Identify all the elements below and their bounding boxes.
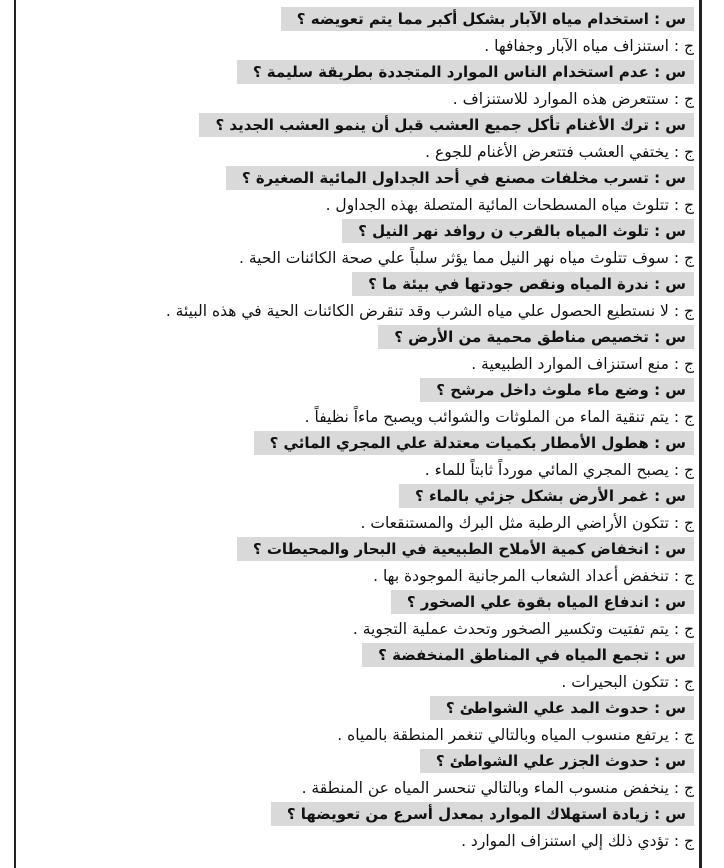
answer-label: ج : bbox=[673, 831, 694, 850]
answer-label: ج : bbox=[673, 89, 694, 108]
question-label: س : bbox=[654, 328, 686, 346]
question-highlight bbox=[362, 643, 694, 667]
question-label: س : bbox=[654, 593, 686, 611]
answer-row bbox=[28, 616, 694, 643]
question-label: س : bbox=[654, 10, 686, 28]
answer-label: ج : bbox=[673, 142, 694, 161]
question-highlight bbox=[226, 166, 694, 190]
answer-text: تتكون الأراضي الرطبة مثل البرك والمستنقعات . bbox=[360, 513, 669, 532]
question-highlight bbox=[430, 696, 694, 720]
answer-row bbox=[28, 139, 694, 166]
question-text: وضع ماء ملوث داخل مرشح ؟ bbox=[436, 381, 649, 399]
question-label: س : bbox=[654, 381, 686, 399]
answer-label: ج : bbox=[673, 725, 694, 744]
answer-text: تتكون البحيرات . bbox=[561, 672, 669, 691]
answer-label: ج : bbox=[673, 566, 694, 585]
answer-text: تنخفض أعداد الشعاب المرجانية الموجودة بها . bbox=[373, 566, 669, 585]
question-row bbox=[28, 6, 694, 33]
answer-row bbox=[28, 457, 694, 484]
answer-row bbox=[28, 669, 694, 696]
question-highlight bbox=[420, 749, 694, 773]
question-label: س : bbox=[654, 434, 686, 452]
question-row bbox=[28, 536, 694, 563]
question-label: س : bbox=[654, 116, 686, 134]
answer-text: يصبح المجري المائي مورداً ثابتاً للماء . bbox=[424, 460, 669, 479]
answer-label: ج : bbox=[673, 619, 694, 638]
answer-label: ج : bbox=[673, 195, 694, 214]
answer-row bbox=[28, 298, 694, 325]
question-label: س : bbox=[654, 63, 686, 81]
question-highlight bbox=[254, 431, 694, 455]
question-highlight bbox=[199, 113, 694, 137]
answer-row bbox=[28, 351, 694, 378]
question-row bbox=[28, 483, 694, 510]
answer-row bbox=[28, 828, 694, 855]
answer-row bbox=[28, 722, 694, 749]
question-text: تسرب مخلفات مصنع في أحد الجداول المائية الصغيرة ؟ bbox=[241, 169, 649, 187]
question-text: حدوث المد علي الشواطئ ؟ bbox=[445, 699, 649, 717]
question-text: اندفاع المياه بقوة علي الصخور ؟ bbox=[406, 593, 649, 611]
question-highlight bbox=[391, 590, 694, 614]
answer-label: ج : bbox=[673, 778, 694, 797]
question-highlight bbox=[399, 484, 694, 508]
question-row bbox=[28, 589, 694, 616]
question-text: ترك الأغنام تأكل جميع العشب قبل أن ينمو العشب الجديد ؟ bbox=[215, 116, 649, 134]
answer-text: سوف تتلوث مياه نهر النيل مما يؤثر سلباً علي صحة الكائنات الحية . bbox=[239, 248, 669, 267]
answer-row bbox=[28, 563, 694, 590]
answer-label: ج : bbox=[673, 460, 694, 479]
answer-text: لا نستطيع الحصول علي مياه الشرب وقد تنقرض الكائنات الحية في هذه البيئة . bbox=[165, 301, 669, 320]
answer-label: ج : bbox=[673, 301, 694, 320]
answer-row bbox=[28, 245, 694, 272]
answer-text: ينخفض منسوب الماء وبالتالي تنحسر المياه عن المنطقة . bbox=[301, 778, 669, 797]
question-text: هطول الأمطار بكميات معتدلة علي المجري المائي ؟ bbox=[269, 434, 649, 452]
answer-text: تؤدي ذلك إلي استنزاف الموارد . bbox=[461, 831, 669, 850]
answer-text: يتم تنقية الماء من الملوثات والشوائب ويصبح ماءاً نظيفاً . bbox=[304, 407, 669, 426]
question-row bbox=[28, 377, 694, 404]
answer-row bbox=[28, 404, 694, 431]
question-row bbox=[28, 430, 694, 457]
answer-text: يختفي العشب فتتعرض الأغنام للجوع . bbox=[425, 142, 669, 161]
left-margin-line bbox=[14, 0, 16, 868]
question-row bbox=[28, 271, 694, 298]
right-margin-line bbox=[699, 0, 702, 868]
question-label: س : bbox=[654, 487, 686, 505]
question-label: س : bbox=[654, 646, 686, 664]
question-text: تلوث المياه بالقرب ن روافد نهر النيل ؟ bbox=[358, 222, 649, 240]
answer-label: ج : bbox=[673, 248, 694, 267]
question-text: تخصيص مناطق محمية من الأرض ؟ bbox=[394, 328, 649, 346]
question-label: س : bbox=[654, 752, 686, 770]
question-row bbox=[28, 165, 694, 192]
answer-text: يتم تفتيت وتكسير الصخور وتحدث عملية التجوية . bbox=[352, 619, 669, 638]
answer-row bbox=[28, 33, 694, 60]
question-row bbox=[28, 112, 694, 139]
question-highlight bbox=[237, 60, 694, 84]
question-highlight bbox=[281, 7, 694, 31]
question-highlight bbox=[420, 378, 694, 402]
answer-text: منع استنزاف الموارد الطبيعية . bbox=[471, 354, 669, 373]
answer-row bbox=[28, 510, 694, 537]
question-row bbox=[28, 695, 694, 722]
answer-text: يرتفع منسوب المياه وبالتالي تنغمر المنطقة بالمياه . bbox=[337, 725, 669, 744]
question-highlight bbox=[237, 537, 694, 561]
question-row bbox=[28, 324, 694, 351]
question-label: س : bbox=[654, 275, 686, 293]
question-row bbox=[28, 801, 694, 828]
question-text: ندرة المياه ونقص جودتها في بيئة ما ؟ bbox=[368, 275, 649, 293]
answer-text: تتلوث مياه المسطحات المائية المتصلة بهذه الجداول . bbox=[325, 195, 669, 214]
answer-row bbox=[28, 86, 694, 113]
answer-text: استنزاف مياه الآبار وجفافها . bbox=[484, 36, 669, 55]
answer-label: ج : bbox=[673, 672, 694, 691]
answer-label: ج : bbox=[673, 354, 694, 373]
question-label: س : bbox=[654, 699, 686, 717]
question-row bbox=[28, 218, 694, 245]
answer-label: ج : bbox=[673, 513, 694, 532]
question-highlight bbox=[352, 272, 694, 296]
question-label: س : bbox=[654, 805, 686, 823]
question-text: زيادة استهلاك الموارد بمعدل أسرع من تعويضها ؟ bbox=[286, 805, 649, 823]
answer-label: ج : bbox=[673, 407, 694, 426]
question-text: تجمع المياه في المناطق المنخفضة ؟ bbox=[378, 646, 649, 664]
question-highlight bbox=[342, 219, 694, 243]
question-row bbox=[28, 642, 694, 669]
question-text: عدم استخدام الناس الموارد المتجددة بطريقة سليمة ؟ bbox=[252, 63, 649, 81]
question-highlight bbox=[378, 325, 694, 349]
qa-list bbox=[28, 6, 694, 854]
question-row bbox=[28, 59, 694, 86]
answer-text: ستتعرض هذه الموارد للاستنزاف . bbox=[452, 89, 669, 108]
question-label: س : bbox=[654, 540, 686, 558]
answer-label: ج : bbox=[673, 36, 694, 55]
question-text: حدوث الجزر علي الشواطئ ؟ bbox=[435, 752, 649, 770]
question-text: استخدام مياه الآبار بشكل أكبر مما يتم تعويضه ؟ bbox=[296, 10, 649, 28]
question-label: س : bbox=[654, 169, 686, 187]
question-label: س : bbox=[654, 222, 686, 240]
answer-row bbox=[28, 192, 694, 219]
question-text: غمر الأرض بشكل جزئي بالماء ؟ bbox=[415, 487, 649, 505]
answer-row bbox=[28, 775, 694, 802]
question-highlight bbox=[271, 802, 694, 826]
question-text: انخفاض كمية الأملاح الطبيعية في البحار والمحيطات ؟ bbox=[252, 540, 649, 558]
question-row bbox=[28, 748, 694, 775]
